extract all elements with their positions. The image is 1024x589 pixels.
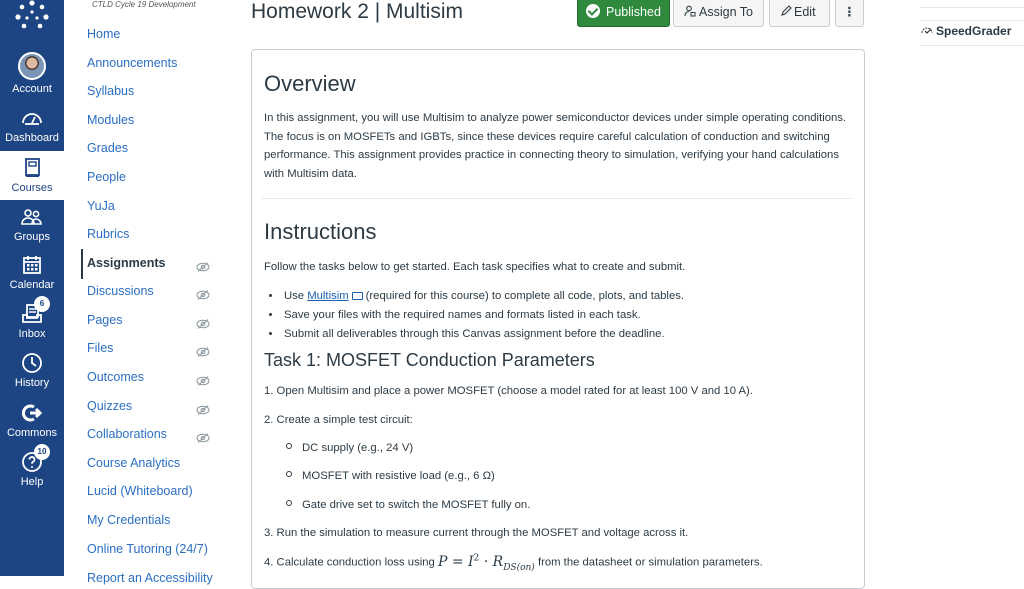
calendar-icon <box>20 253 44 277</box>
course-nav-item-online-tutoring-24-7[interactable]: Online Tutoring (24/7) <box>87 542 208 556</box>
nav-inbox[interactable] <box>0 299 64 340</box>
course-nav-item-assignments[interactable]: Assignments <box>87 256 166 270</box>
bullet-text: (required for this course) to complete all code, plots, and tables. <box>365 290 685 302</box>
course-nav-item-grades[interactable]: Grades <box>87 141 128 155</box>
hidden-from-students-icon <box>196 430 210 440</box>
list-item: • Submit all deliverables through this Canvas assignment before the deadline. <box>282 325 684 344</box>
step-text: 4. Calculate conduction loss using <box>264 556 438 569</box>
nav-groups-label: Groups <box>13 231 51 243</box>
nav-help[interactable] <box>0 447 64 488</box>
nav-history[interactable] <box>0 351 64 389</box>
course-nav-item-people[interactable]: People <box>87 170 126 184</box>
nav-dashboard-label: Dashboard <box>5 132 59 144</box>
groups-icon <box>20 205 44 229</box>
nav-calendar-label: Calendar <box>9 279 55 291</box>
step-1: 1. Open Multisim and place a power MOSFET (choose a model rated for at least 100 V and 10 A). <box>264 385 753 397</box>
course-nav-item-collaborations[interactable]: Collaborations <box>87 427 167 441</box>
external-link-icon <box>352 292 363 300</box>
hidden-from-students-icon <box>196 344 210 354</box>
formula-part: · R <box>479 553 504 570</box>
hidden-from-students-icon <box>196 287 210 297</box>
overview-text: In this assignment, you will use Multisim to analyze power semiconductor devices under simple operating conditions. The focus is on MOSFETs and IGBTs, since these devices require careful calculation of conduction and switching performance. This assignment provides practice in connecting theory to simulation, verifying your hand calculations with Multisim data. <box>264 112 847 180</box>
step-2-sub: MOSFET with resistive load (e.g., 6 Ω) <box>286 470 495 482</box>
nav-commons[interactable] <box>0 401 64 439</box>
more-options-button[interactable] <box>835 0 864 27</box>
course-nav-item-discussions[interactable]: Discussions <box>87 284 154 298</box>
task1-heading: Task 1: MOSFET Conduction Parameters <box>264 350 595 370</box>
help-badge: 10 <box>34 444 50 460</box>
kebab-icon: ⋮ <box>843 5 856 19</box>
user-lock-icon <box>684 5 696 17</box>
published-label: Published <box>606 5 661 19</box>
nav-help-label: Help <box>20 476 44 488</box>
instructions-list <box>282 287 684 344</box>
nav-inbox-label: Inbox <box>18 328 46 340</box>
overview-heading: Overview <box>264 71 356 96</box>
commons-icon <box>20 401 44 425</box>
hidden-from-students-icon <box>196 373 210 383</box>
formula <box>437 553 535 573</box>
course-nav-item-home[interactable]: Home <box>87 27 121 41</box>
course-nav-item-my-credentials[interactable]: My Credentials <box>87 513 171 527</box>
course-nav-item-syllabus[interactable]: Syllabus <box>87 84 135 98</box>
nav-history-label: History <box>14 377 50 389</box>
speedgrader-label: SpeedGrader <box>936 24 1012 38</box>
instructions-intro: Follow the tasks below to get started. Each task specifies what to create and submit. <box>264 261 686 273</box>
nav-commons-label: Commons <box>6 427 58 439</box>
nav-courses[interactable] <box>0 151 64 200</box>
assign-to-button[interactable] <box>673 0 764 27</box>
course-nav-item-rubrics[interactable]: Rubrics <box>87 227 130 241</box>
hidden-from-students-icon <box>196 402 210 412</box>
step-2-sub: Gate drive set to switch the MOSFET fully on. <box>286 499 530 511</box>
course-nav-item-modules[interactable]: Modules <box>87 113 135 127</box>
global-nav <box>0 0 64 576</box>
speedgrader-link[interactable] <box>920 20 1024 46</box>
formula-exp: 2 <box>473 553 480 563</box>
hidden-from-students-icon <box>196 259 210 269</box>
list-item <box>282 287 684 306</box>
active-indicator <box>81 249 83 279</box>
step-text: from the datasheet or simulation parameters. <box>534 556 763 569</box>
canvas-logo-icon[interactable] <box>12 0 52 30</box>
assignment-description <box>251 49 865 589</box>
course-nav-item-outcomes[interactable]: Outcomes <box>87 370 144 384</box>
avatar <box>18 52 46 80</box>
nav-calendar[interactable] <box>0 253 64 291</box>
nav-account[interactable] <box>0 52 64 95</box>
nav-account-label: Account <box>12 83 52 95</box>
hidden-from-students-icon <box>196 316 210 326</box>
course-nav-item-quizzes[interactable]: Quizzes <box>87 399 133 413</box>
formula-sub: DS(on) <box>503 562 535 573</box>
pencil-icon <box>780 5 792 17</box>
inbox-badge: 6 <box>34 296 50 312</box>
step-2: 2. Create a simple test circuit: <box>264 414 413 426</box>
nav-dashboard[interactable] <box>0 106 64 144</box>
course-subtitle: CTLD Cycle 19 Development <box>92 0 196 9</box>
course-nav-item-announcements[interactable]: Announcements <box>87 56 178 70</box>
check-circle-icon <box>586 4 600 18</box>
course-nav-item-files[interactable]: Files <box>87 341 114 355</box>
edit-label: Edit <box>794 5 816 19</box>
sidebar-divider <box>920 0 1024 8</box>
edit-button[interactable] <box>769 0 830 27</box>
course-nav-item-lucid-whiteboard[interactable]: Lucid (Whiteboard) <box>87 484 193 498</box>
instructions-heading: Instructions <box>264 219 377 244</box>
step-2-sub: DC supply (e.g., 24 V) <box>286 442 413 454</box>
speedgrader-icon <box>920 24 934 36</box>
page-title: Homework 2 | Multisim <box>251 0 463 23</box>
assign-to-label: Assign To <box>699 5 753 19</box>
formula-part: P = I <box>437 553 474 570</box>
course-nav-item-course-analytics[interactable]: Course Analytics <box>87 456 181 470</box>
list-item: • Save your files with the required names and formats listed in each task. <box>282 306 684 325</box>
courses-icon <box>20 156 44 180</box>
bullet-text: Use <box>284 290 308 302</box>
course-nav-item-yuja[interactable]: YuJa <box>87 199 115 213</box>
course-nav-item-report-an-accessibility[interactable]: Report an Accessibility <box>87 571 213 585</box>
nav-courses-label: Courses <box>11 182 53 194</box>
step-3: 3. Run the simulation to measure current through the MOSFET and voltage across it. <box>264 527 689 539</box>
step-4 <box>264 553 763 572</box>
history-icon <box>20 351 44 375</box>
multisim-link[interactable]: Multisim <box>307 290 349 302</box>
dashboard-icon <box>20 106 44 130</box>
course-nav-item-pages[interactable]: Pages <box>87 313 123 327</box>
published-button[interactable] <box>577 0 670 27</box>
divider <box>262 198 852 199</box>
nav-groups[interactable] <box>0 205 64 243</box>
